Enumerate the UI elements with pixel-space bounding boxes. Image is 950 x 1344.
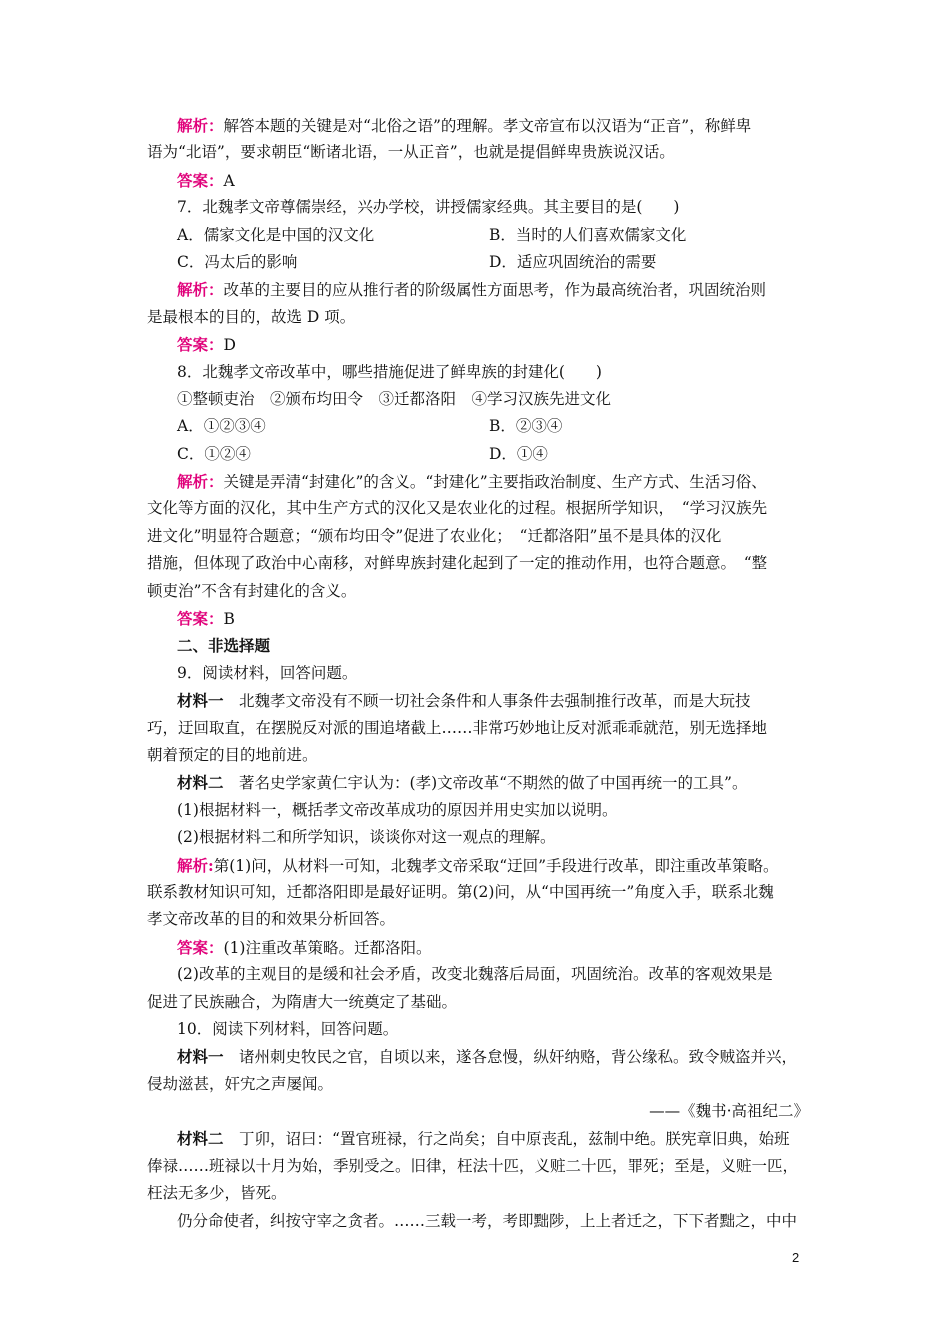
q9-answer-line: 促进了民族融合，为隋唐大一统奠定了基础。 (147, 992, 458, 1011)
answer-label: 答案： (177, 609, 224, 629)
q7-answer: 答案：D (177, 335, 236, 355)
q8-analysis-line: 措施，但体现了政治中心南移，对鲜卑族封建化起到了一定的推动作用，也符合题意。 “整 (147, 554, 768, 573)
q7-option-d: D．适应巩固统治的需要 (489, 252, 657, 271)
analysis-label: 解析： (177, 116, 224, 135)
q7-option-c: C．冯太后的影响 (177, 252, 298, 271)
q8-options-row (147, 441, 809, 468)
q8-analysis-line: 顿吏治”不含有封建化的含义。 (147, 581, 357, 600)
q8-stem: 8．北魏孝文帝改革中，哪些措施促进了鲜卑族的封建化( ) (177, 362, 602, 381)
q8-option-c: C．①②④ (177, 444, 251, 463)
q9-analysis-line: 解析:第(1)问，从材料一可知，北魏孝文帝采取“迂回”手段进行改革，即注重改革策略。 (177, 855, 779, 875)
q8-option-b: B．②③④ (489, 417, 563, 436)
q6-analysis-line: 语为“北语”，要求朝臣“断诸北语，一从正音”，也就是提倡鲜卑贵族说汉话。 (147, 143, 675, 162)
q9-stem: 9．阅读材料，回答问题。 (177, 663, 358, 682)
q6-analysis-line: 解析：解答本题的关键是对“北俗之语”的理解。孝文帝宣布以汉语为“正音”，称鲜卑 (177, 116, 752, 135)
q10-material-1: 材料一 诸州刺史牧民之官，自顷以来，遂各怠慢，纵奸纳赂，背公缘私。致令贼盗并兴， (177, 1047, 798, 1067)
material-label: 材料一 (177, 1047, 224, 1067)
analysis-label: 解析： (177, 472, 224, 492)
q7-stem: 7．北魏孝文帝尊儒崇经，兴办学校，讲授儒家经典。其主要目的是( ) (177, 198, 680, 217)
q7-option-b: B．当时的人们喜欢儒家文化 (489, 225, 687, 244)
q9-material-1-line: 巧，迂回取直，在摆脱反对派的围追堵截上……非常巧妙地让反对派乖乖就范，别无选择地 (147, 718, 768, 737)
q9-answer-line: (2)改革的主观目的是缓和社会矛盾，改变北魏落后局面，巩固统治。改革的客观效果是 (177, 965, 773, 984)
q8-option-d: D．①④ (489, 444, 548, 463)
page-number: 2 (792, 1250, 800, 1265)
q9-material-1-line: 朝着预定的目的地前进。 (147, 745, 318, 764)
section-title: 二、非选择题 (177, 636, 271, 656)
q6-answer: 答案：A (177, 170, 235, 190)
material-label: 材料二 (177, 1129, 224, 1149)
q9-analysis-line: 孝文帝改革的目的和效果分析回答。 (147, 910, 396, 929)
q8-analysis-line: 文化等方面的汉化，其中生产方式的汉化又是农业化的过程。根据所学知识， “学习汉族先 (147, 499, 768, 518)
answer-label: 答案： (177, 170, 224, 190)
q9-material-2: 材料二 著名史学家黄仁宇认为：(孝)文帝改革“不期然的做了中国再统一的工具”。 (177, 773, 748, 793)
answer-label: 答案： (177, 937, 224, 957)
q10-material-1-line: 侵劫滋甚，奸宄之声屡闻。 (147, 1074, 334, 1093)
q7-option-a: A．儒家文化是中国的汉文化 (177, 225, 375, 244)
q10-material-2-line: 仍分命使者，纠按守宰之贪者。……三载一考，考即黜陟，上上者迁之，下下者黜之，中中 (177, 1211, 798, 1230)
q10-material-2: 材料二 丁卯，诏曰：“置官班禄，行之尚矣；自中原丧乱，兹制中绝。朕宪章旧典，始班 (177, 1129, 790, 1149)
q9-answer: 答案：(1)注重改革策略。迁都洛阳。 (177, 937, 432, 957)
q8-answer: 答案：B (177, 609, 235, 629)
q7-analysis-line: 解析：改革的主要目的应从推行者的阶级属性方面思考，作为最高统治者，巩固统治则 (177, 280, 767, 300)
q9-analysis-line: 联系教材知识可知，迁都洛阳即是最好证明。第(2)问，从“中国再统一”角度入手，联系北魏 (147, 882, 774, 901)
analysis-label: 解析： (177, 280, 224, 300)
q10-material-1-source: ——《魏书·高祖纪二》 (649, 1102, 809, 1121)
q7-analysis-line: 是最根本的目的，故选 D 项。 (147, 307, 356, 326)
q10-stem: 10．阅读下列材料，回答问题。 (177, 1019, 399, 1038)
material-label: 材料一 (177, 691, 224, 711)
answer-label: 答案： (177, 335, 224, 355)
q8-analysis-line: 进文化”明显符合题意；“颁布均田令”促进了农业化； “迁都洛阳”虽不是具体的汉化 (147, 526, 722, 545)
q7-options-row (147, 249, 809, 276)
q8-analysis-line: 解析：关键是弄清“封建化”的含义。“封建化”主要指政治制度、生产方式、生活习俗、 (177, 472, 767, 492)
document-page (147, 112, 809, 1235)
q9-subquestion-1: (1)根据材料一，概括孝文帝改革成功的原因并用史实加以说明。 (177, 800, 618, 819)
q8-options-row (147, 413, 809, 440)
q8-option-a: A．①②③④ (177, 417, 266, 436)
analysis-label: 解析: (177, 855, 214, 875)
q10-material-2-line: 枉法无多少，皆死。 (147, 1184, 287, 1203)
q9-material-1: 材料一 北魏孝文帝没有不顾一切社会条件和人事条件去强制推行改革，而是大玩技 (177, 691, 751, 711)
material-label: 材料二 (177, 773, 224, 793)
q7-options-row (147, 222, 809, 249)
q8-items: ①整顿吏治 ②颁布均田令 ③迁都洛阳 ④学习汉族先进文化 (177, 389, 612, 408)
q10-material-2-line: 俸禄……班禄以十月为始，季别受之。旧律，枉法十匹，义赃二十匹，罪死；至是，义赃一匹， (147, 1156, 799, 1175)
q9-subquestion-2: (2)根据材料二和所学知识，谈谈你对这一观点的理解。 (177, 828, 556, 847)
